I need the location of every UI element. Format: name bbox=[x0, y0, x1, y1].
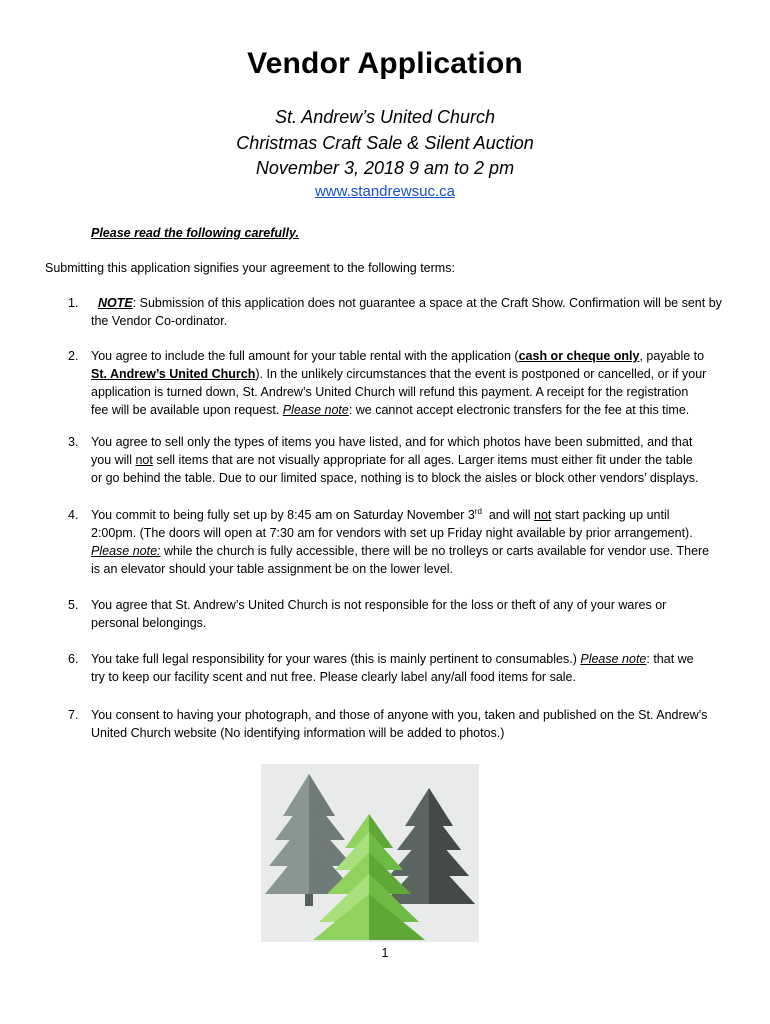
term-text: ). In the unlikely circumstances that the event is postponed or cancelled, or if your bbox=[255, 367, 707, 381]
term-text: : that we bbox=[646, 652, 694, 666]
intro-text: Submitting this application signifies your agreement to the following terms: bbox=[45, 261, 455, 275]
term-text: You take full legal responsibility for your wares (this is mainly pertinent to consumables.) bbox=[91, 652, 581, 666]
instruction-heading: Please read the following carefully. bbox=[91, 226, 299, 240]
document-title: Vendor Application bbox=[247, 47, 523, 80]
term-text: You agree to sell only the types of items you have listed, and for which photos have been submitted, and that bbox=[91, 435, 693, 449]
term-text: personal belongings. bbox=[91, 616, 207, 630]
term-text: and will bbox=[481, 508, 535, 522]
term-text: fee will be available upon request. bbox=[91, 403, 283, 417]
term-text: You agree to include the full amount for your table rental with the application ( bbox=[91, 349, 519, 363]
term-number: 3. bbox=[68, 435, 79, 449]
please-note: Please note: bbox=[91, 544, 161, 558]
term-number: 6. bbox=[68, 652, 79, 666]
term-text: You agree that St. Andrew’s United Church is not responsible for the loss or theft of any of your wares or bbox=[91, 598, 667, 612]
website-link[interactable]: www.standrewsuc.ca bbox=[314, 183, 456, 200]
term-text: while the church is fully accessible, there will be no trolleys or carts available for vendor use. There bbox=[160, 544, 710, 558]
term-text: you will bbox=[91, 453, 136, 467]
term-text: is an elevator should your table assignment be on the lower level. bbox=[91, 562, 454, 576]
term-text: the Vendor Co-ordinator. bbox=[91, 314, 228, 328]
ordinal-suffix: rd bbox=[474, 506, 482, 516]
term-number: 7. bbox=[68, 708, 79, 722]
event-date: November 3, 2018 9 am to 2 pm bbox=[255, 158, 515, 178]
term-text: or go behind the table. Due to our limited space, nothing is to block the aisles or block other vendors’ displays. bbox=[91, 471, 699, 485]
term-text: sell items that are not visually appropriate for all ages. Larger items must either fit under the table bbox=[152, 453, 693, 467]
payment-method: cash or cheque only bbox=[518, 349, 640, 363]
not-emphasis: not bbox=[135, 453, 153, 467]
not-emphasis: not bbox=[534, 508, 552, 522]
term-text: 2:00pm. (The doors will open at 7:30 am for vendors with set up Friday night available by prior arrangement). bbox=[91, 526, 693, 540]
please-note: Please note bbox=[282, 403, 349, 417]
church-name: St. Andrew’s United Church bbox=[274, 107, 496, 127]
term-number: 5. bbox=[68, 598, 79, 612]
event-name: Christmas Craft Sale & Silent Auction bbox=[236, 133, 534, 153]
term-number: 2. bbox=[68, 349, 79, 363]
note-label: NOTE bbox=[97, 296, 133, 310]
term-text: , payable to bbox=[639, 349, 705, 363]
please-note: Please note bbox=[580, 652, 647, 666]
term-text: You consent to having your photograph, and those of anyone with you, taken and published on the St. Andrew’s bbox=[91, 708, 708, 722]
term-number: 4. bbox=[68, 508, 79, 522]
term-text: : Submission of this application does not guarantee a space at the Craft Show. Confirmation will be sent by bbox=[132, 296, 722, 310]
payee-name: St. Andrew’s United Church bbox=[91, 367, 256, 381]
term-text: : we cannot accept electronic transfers for the fee at this time. bbox=[348, 403, 690, 417]
term-text: United Church website (No identifying information will be added to photos.) bbox=[91, 726, 505, 740]
page-number: 1 bbox=[381, 946, 389, 960]
term-text: start packing up until bbox=[551, 508, 670, 522]
term-number: 1. bbox=[68, 296, 79, 310]
christmas-trees-photo bbox=[261, 764, 479, 942]
term-text: application is turned down, St. Andrew’s United Church will refund this payment. A receipt for the registration bbox=[91, 385, 689, 399]
term-text: You commit to being fully set up by 8:45 am on Saturday November 3 bbox=[91, 508, 475, 522]
term-text: try to keep our facility scent and nut free. Please clearly label any/all food items for sale. bbox=[91, 670, 576, 684]
